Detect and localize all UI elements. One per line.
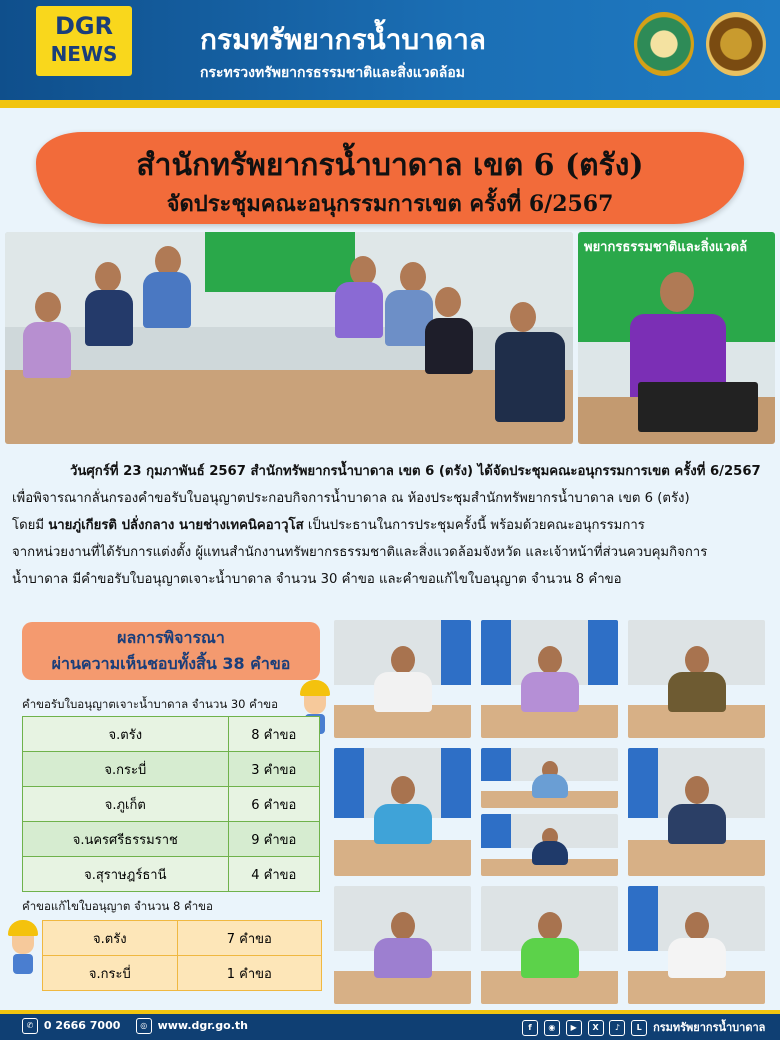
- news-paragraph: [12, 458, 768, 593]
- para-line1: วันศุกร์ที่ 23 กุมภาพันธ์ 2567 สำนักทรัพยากรน้ำบาดาล เขต 6 (ตรัง) ได้จัดประชุมคณะอนุกรรมการเขต ครั้งที่ 6/2567: [70, 464, 761, 479]
- drilling-caption: คำขอรับใบอนุญาตเจาะน้ำบาดาล จำนวน 30 คำขอ: [22, 697, 279, 711]
- count-cell: 1 คำขอ: [177, 956, 321, 991]
- banner-subtitle: จัดประชุมคณะอนุกรรมการเขต ครั้งที่ 6/2567: [166, 191, 614, 217]
- member-photo: [628, 748, 765, 876]
- table-row: [23, 787, 320, 822]
- member-photo: [481, 886, 618, 1004]
- footer-org: กรมทรัพยากรน้ำบาดาล: [653, 1021, 766, 1034]
- para-line3-post: เป็นประธานในการประชุมครั้งนี้ พร้อมด้วยคณะอนุกรรมการ: [303, 518, 645, 533]
- table-row: [43, 956, 322, 991]
- mascot-icon: [8, 920, 38, 974]
- youtube-icon[interactable]: ▶: [566, 1020, 582, 1036]
- count-cell: 3 คำขอ: [228, 752, 319, 787]
- count-cell: 8 คำขอ: [228, 717, 319, 752]
- member-photo: [481, 620, 618, 738]
- org-name: กรมทรัพยากรน้ำบาดาล: [200, 23, 486, 56]
- province-cell: จ.นครศรีธรรมราช: [23, 822, 229, 857]
- table-row: [23, 752, 320, 787]
- para-line4: จากหน่วยงานที่ได้รับการแต่งตั้ง ผู้แทนสำนักงานทรัพยากรธรรมชาติและสิ่งแวดล้อมจังหวัด และเจ้าหน้าที่ส่วนควบคุมกิจการ: [12, 545, 708, 560]
- count-cell: 4 คำขอ: [228, 857, 319, 892]
- province-cell: จ.ตรัง: [23, 717, 229, 752]
- photo-backdrop-text: พยากรธรรมชาติและสิ่งแวดล้: [584, 240, 748, 255]
- badge-line1: DGR: [54, 12, 114, 40]
- org-ministry: กระทรวงทรัพยากรธรรมชาติและสิ่งแวดล้อม: [200, 65, 465, 81]
- member-photo: [481, 748, 618, 808]
- globe-icon: ◎: [136, 1018, 152, 1034]
- member-photo: [481, 814, 618, 876]
- count-cell: 6 คำขอ: [228, 787, 319, 822]
- member-photo: [628, 620, 765, 738]
- footer-social: [522, 1018, 765, 1036]
- count-cell: 7 คำขอ: [177, 921, 321, 956]
- footer-website[interactable]: www.dgr.go.th: [157, 1019, 249, 1032]
- table-row: [23, 717, 320, 752]
- footer-phone: 0 2666 7000: [43, 1019, 121, 1032]
- province-cell: จ.ตรัง: [43, 921, 178, 956]
- facebook-icon[interactable]: f: [522, 1020, 538, 1036]
- member-photo: [334, 748, 471, 876]
- chairman-name: นายภู่เกียรติ ปลั่งกลาง นายช่างเทคนิคอาวุโส: [48, 518, 304, 533]
- amend-table: [42, 920, 322, 991]
- instagram-icon[interactable]: ◉: [544, 1020, 560, 1036]
- count-cell: 9 คำขอ: [228, 822, 319, 857]
- footer-contact: [22, 1018, 248, 1034]
- province-cell: จ.ภูเก็ต: [23, 787, 229, 822]
- para-line3-pre: โดยมี: [12, 518, 49, 533]
- member-photo: [334, 620, 471, 738]
- meeting-room-photo: [5, 232, 573, 444]
- x-icon[interactable]: X: [588, 1020, 604, 1036]
- ministry-seal-icon: [706, 12, 766, 76]
- province-cell: จ.กระบี่: [23, 752, 229, 787]
- banner-title: สำนักทรัพยากรน้ำบาดาล เขต 6 (ตรัง): [136, 148, 644, 183]
- chairman-photo: [578, 232, 775, 444]
- table-row: [43, 921, 322, 956]
- department-seal-icon: [634, 12, 694, 76]
- phone-icon: ✆: [22, 1018, 38, 1034]
- member-photo: [628, 886, 765, 1004]
- para-line2: เพื่อพิจารณากลั่นกรองคำขอรับใบอนุญาตประกอบกิจการน้ำบาดาล ณ ห้องประชุมสำนักทรัพยากรน้ำบาดาล เขต 6 (ตรัง): [12, 491, 690, 506]
- dgr-news-badge: [36, 6, 132, 76]
- badge-line2: NEWS: [50, 42, 118, 66]
- table-row: [23, 822, 320, 857]
- province-cell: จ.กระบี่: [43, 956, 178, 991]
- amend-caption: คำขอแก้ไขใบอนุญาต จำนวน 8 คำขอ: [22, 899, 213, 913]
- province-cell: จ.สุราษฎร์ธานี: [23, 857, 229, 892]
- table-row: [23, 857, 320, 892]
- para-line3: [12, 512, 768, 539]
- header-stripe: [0, 100, 780, 108]
- line-icon[interactable]: L: [631, 1020, 647, 1036]
- member-photo: [334, 886, 471, 1004]
- drilling-table: [22, 716, 320, 892]
- tiktok-icon[interactable]: ♪: [609, 1020, 625, 1036]
- results-heading: [22, 622, 320, 680]
- results-title1: ผลการพิจารณา: [117, 628, 225, 647]
- results-title2: ผ่านความเห็นชอบทั้งสิ้น 38 คำขอ: [51, 654, 291, 673]
- para-line5: น้ำบาดาล มีคำขอรับใบอนุญาตเจาะน้ำบาดาล จำนวน 30 คำขอ และคำขอแก้ไขใบอนุญาต จำนวน 8 คำขอ: [12, 572, 622, 587]
